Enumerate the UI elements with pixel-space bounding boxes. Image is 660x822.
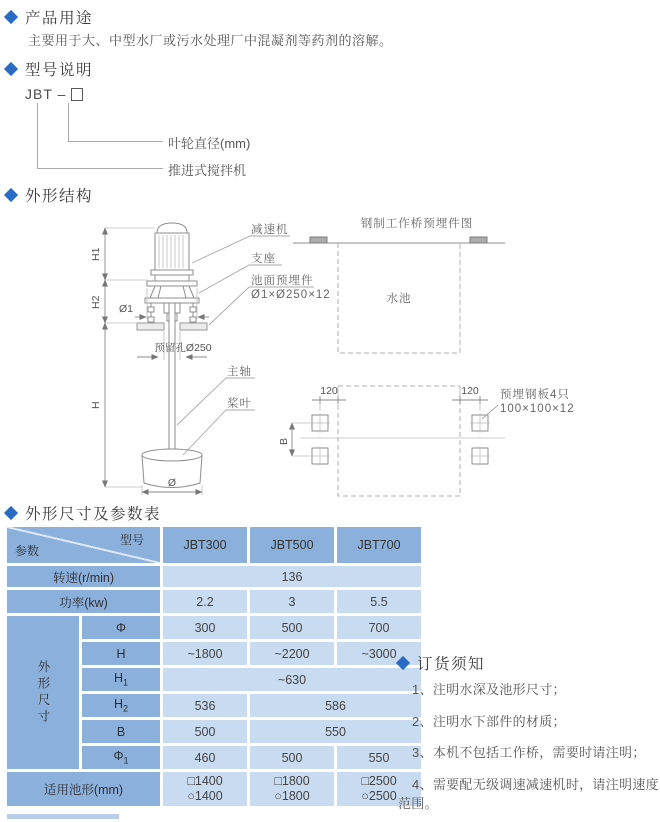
d1-value: 500 bbox=[250, 746, 334, 769]
structure-drawing bbox=[85, 205, 660, 505]
usage-body-text: 主要用于大、中型水厂或污水处理厂中混凝剂等药剂的溶解。 bbox=[28, 33, 393, 48]
model-column-jbt700: JBT700 bbox=[337, 527, 421, 563]
model-placeholder-box bbox=[71, 88, 83, 101]
structure-title: 外形结构 bbox=[25, 188, 94, 205]
table-row-pool bbox=[7, 772, 421, 806]
support-label: 支座 bbox=[251, 253, 276, 265]
bridge-plan-view bbox=[278, 385, 575, 496]
section-usage-heading bbox=[6, 6, 93, 28]
pool-shape-value: □1400 ○1400 bbox=[163, 772, 247, 806]
table-header-row bbox=[7, 527, 421, 563]
power-value: 3 bbox=[250, 590, 334, 613]
model-title: 型号说明 bbox=[25, 62, 94, 79]
section-structure-heading bbox=[6, 184, 93, 206]
order-title: 订货须知 bbox=[417, 656, 486, 673]
dim-120-left: 120 bbox=[320, 385, 338, 397]
d1-value: 550 bbox=[337, 746, 421, 769]
diamond-icon bbox=[4, 506, 18, 520]
pool-shape-value: □2500 ○2500 bbox=[337, 772, 421, 806]
pool-shape-label: 适用池形(mm) bbox=[7, 772, 160, 806]
h-label: H bbox=[82, 642, 160, 665]
dia-label: Φ bbox=[82, 616, 160, 639]
mixer-side-view bbox=[90, 222, 331, 495]
parameters-table bbox=[4, 524, 424, 809]
power-label: 功率(kw) bbox=[7, 590, 160, 613]
model-column-jbt500: JBT500 bbox=[250, 527, 334, 563]
section-model-heading bbox=[6, 58, 93, 80]
diamond-icon bbox=[4, 62, 18, 76]
h2-value: 536 bbox=[163, 694, 247, 717]
embedded-plate-label: 预埋钢板4只 bbox=[500, 389, 570, 401]
dim-h1-label: H1 bbox=[90, 247, 102, 261]
pool-label: 水池 bbox=[386, 293, 412, 305]
model-column-jbt300: JBT300 bbox=[163, 527, 247, 563]
power-value: 2.2 bbox=[163, 590, 247, 613]
model-code bbox=[25, 86, 83, 102]
order-note-item: 1、注明水深及池形尺寸； bbox=[412, 682, 566, 697]
dim-h2-label: H2 bbox=[90, 295, 102, 309]
power-value: 5.5 bbox=[337, 590, 421, 613]
dim-d-label: Ø bbox=[167, 477, 177, 489]
order-note-item: 2、注明水下部件的材质； bbox=[412, 713, 566, 729]
b-value: 500 bbox=[163, 720, 247, 743]
embed-part-label: 池面预埋件 bbox=[251, 275, 314, 287]
reducer-label: 减速机 bbox=[251, 224, 289, 236]
dim-120-right: 120 bbox=[461, 385, 479, 397]
order-note-item: 3、本机不包括工作桥，需要时请注明； bbox=[412, 745, 646, 760]
mixer-type-label: 推进式搅拌机 bbox=[168, 163, 247, 178]
section-order-heading bbox=[398, 652, 485, 674]
h-value: ~1800 bbox=[163, 642, 247, 665]
h1-value: ~630 bbox=[163, 668, 421, 691]
order-notes-list bbox=[398, 680, 660, 822]
dim-d1-label: Ø1 bbox=[118, 303, 133, 315]
diamond-icon bbox=[4, 10, 18, 24]
corner-param-label: 参数 bbox=[15, 544, 40, 558]
table-corner-cell bbox=[7, 527, 160, 563]
reserved-hole-label: 预留孔Ø250 bbox=[154, 342, 212, 354]
section-table-heading bbox=[6, 502, 161, 524]
dia-value: 700 bbox=[337, 616, 421, 639]
dim-h-label: H bbox=[90, 401, 102, 409]
dims-group-label: 外形尺寸 bbox=[7, 616, 79, 769]
embed-part-spec: Ø1×Ø250×12 bbox=[251, 289, 331, 301]
h-value: ~3000 bbox=[337, 642, 421, 665]
model-leader-line bbox=[37, 168, 163, 169]
usage-title: 产品用途 bbox=[25, 10, 94, 27]
bridge-diagram-title: 钢制工作桥预埋件图 bbox=[360, 218, 474, 230]
embedded-plate-spec: 100×100×12 bbox=[500, 403, 575, 415]
footer-accent-strip bbox=[7, 814, 119, 819]
impeller-diameter-label: 叶轮直径(mm) bbox=[168, 136, 251, 151]
table-row-speed bbox=[7, 566, 421, 587]
order-note-item: 4、需要配无级调速减速机时，请注明速度范围。 bbox=[398, 776, 659, 811]
table-row-diameter bbox=[7, 616, 421, 639]
h2-label: $H_2$ bbox=[82, 694, 160, 717]
speed-value: 136 bbox=[163, 566, 421, 587]
d1-value: 460 bbox=[163, 746, 247, 769]
main-shaft-label: 主轴 bbox=[227, 366, 252, 378]
dia-value: 300 bbox=[163, 616, 247, 639]
blade-label: 桨叶 bbox=[227, 398, 252, 410]
speed-label: 转速(r/min) bbox=[7, 566, 160, 587]
d1-label: $\Phi_1$ bbox=[82, 746, 160, 769]
corner-model-label: 型号 bbox=[119, 533, 144, 547]
pool-shape-value: □1800 ○1800 bbox=[250, 772, 334, 806]
b-value: 550 bbox=[250, 720, 421, 743]
model-leader-line bbox=[68, 141, 163, 142]
table-title: 外形尺寸及参数表 bbox=[25, 506, 162, 523]
h-value: ~2200 bbox=[250, 642, 334, 665]
diamond-icon bbox=[4, 188, 18, 202]
dia-value: 500 bbox=[250, 616, 334, 639]
table-row-power bbox=[7, 590, 421, 613]
b-label: B bbox=[82, 720, 160, 743]
model-leader-line bbox=[68, 103, 69, 141]
model-code-text: JBT – bbox=[25, 86, 67, 102]
bridge-elevation-view bbox=[293, 216, 505, 353]
diamond-icon bbox=[396, 656, 410, 670]
h1-label: $H_1$ bbox=[82, 668, 160, 691]
dim-b-label: B bbox=[278, 437, 290, 445]
h2-value: 586 bbox=[250, 694, 421, 717]
model-leader-line bbox=[37, 103, 38, 168]
